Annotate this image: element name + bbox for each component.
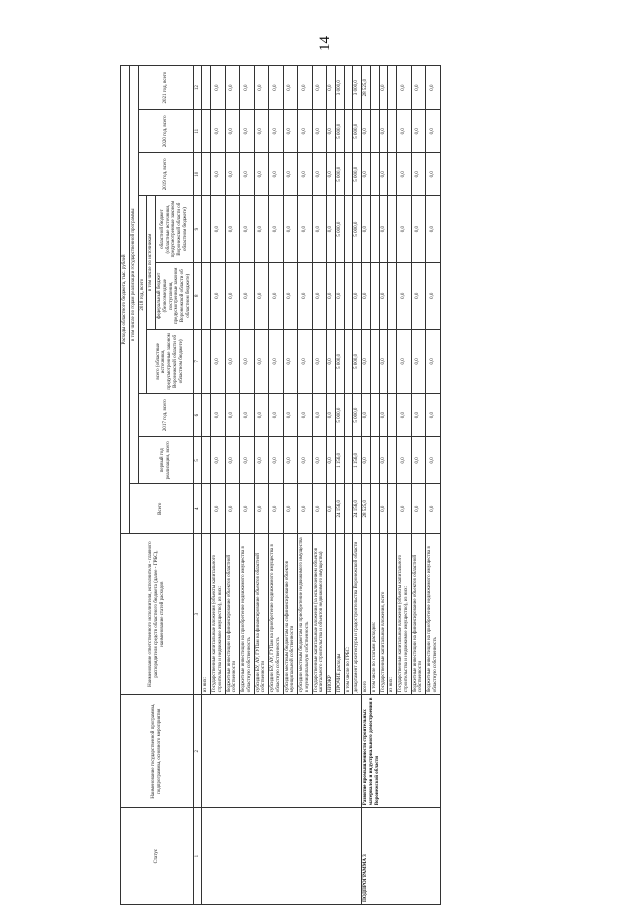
cell-value: 0,0 (411, 66, 426, 110)
col-index: 3 (193, 533, 202, 694)
cell-value (370, 394, 379, 437)
cell-value: 0,0 (240, 437, 255, 484)
cell-value (344, 66, 353, 110)
program-cell-empty (202, 695, 362, 808)
cell-value: 0,0 (426, 394, 441, 437)
cell-value: 0,0 (298, 196, 313, 263)
cell-value: 0,0 (312, 394, 327, 437)
cell-value: 0,0 (225, 484, 240, 533)
cell-value: 24 156,0 (335, 484, 344, 533)
cell-value: 0,0 (240, 329, 255, 394)
col-index: 2 (193, 695, 202, 808)
cell-value: 0,0 (254, 110, 269, 153)
row-label: бюджетные инвестиции на приобретение недвижимого имущества в областную собственность (240, 533, 255, 694)
cell-value: 0,0 (283, 196, 298, 263)
cell-value: 0,0 (327, 394, 336, 437)
cell-value: 0,0 (426, 196, 441, 263)
cell-value: 0,0 (211, 394, 226, 437)
cell-value: 24 156,0 (353, 484, 362, 533)
cell-value: 0,0 (283, 484, 298, 533)
cell-value: 0,0 (362, 196, 371, 263)
cell-value: 3 000,0 (335, 66, 344, 110)
cell-value: 0,0 (411, 262, 426, 329)
cell-value: 0,0 (327, 110, 336, 153)
header-2021: 2021 год, всего (138, 66, 193, 110)
cell-value: 0,0 (269, 153, 284, 196)
cell-value: 5 000,0 (335, 196, 344, 263)
cell-value: 0,0 (312, 196, 327, 263)
cell-value: 0,0 (211, 66, 226, 110)
cell-value: 0,0 (298, 329, 313, 394)
cell-value: 5 000,0 (353, 394, 362, 437)
cell-value (202, 262, 211, 329)
cell-value: 0,0 (225, 329, 240, 394)
row-label: Государственные капитальные вложения (объекты капитального строительства и недвижимое имущество), из них: (397, 533, 412, 694)
row-label: бюджетные инвестиции на финансирование объектов областной собственности (411, 533, 426, 694)
cell-value (344, 196, 353, 263)
cell-value: 0,0 (353, 262, 362, 329)
cell-value: 0,0 (269, 110, 284, 153)
cell-value: 0,0 (397, 66, 412, 110)
table-body (202, 66, 440, 905)
header-col7: всего (областные источники, предусмотренные законом Воронежской области об областном бюджете) (147, 329, 193, 394)
cell-value: 0,0 (397, 484, 412, 533)
cell-value: 0,0 (254, 394, 269, 437)
col-index: 9 (193, 196, 202, 263)
cell-value: 5 000,0 (353, 110, 362, 153)
cell-value: 0,0 (283, 329, 298, 394)
header-in-sources: в том числе по источникам (147, 196, 156, 329)
col-index: 7 (193, 329, 202, 394)
cell-value: 0,0 (211, 196, 226, 263)
cell-value: 0,0 (298, 153, 313, 196)
col-index: 12 (193, 66, 202, 110)
cell-value: 0,0 (327, 153, 336, 196)
cell-value: 0,0 (269, 262, 284, 329)
cell-value: 0,0 (240, 262, 255, 329)
cell-value: 0,0 (411, 110, 426, 153)
cell-value: 0,0 (283, 262, 298, 329)
cell-value (388, 394, 397, 437)
cell-value (388, 437, 397, 484)
cell-value: 5 000,0 (335, 329, 344, 394)
cell-value: 0,0 (254, 196, 269, 263)
cell-value (370, 153, 379, 196)
cell-value: 0,0 (269, 66, 284, 110)
header-status: Статус (121, 808, 194, 905)
cell-value: 0,0 (397, 262, 412, 329)
cell-value: 0,0 (426, 329, 441, 394)
cell-value: 0,0 (327, 196, 336, 263)
cell-value: 0,0 (240, 394, 255, 437)
cell-value (370, 110, 379, 153)
row-label: из них: (388, 533, 397, 694)
table-row (202, 66, 211, 905)
cell-value: 0,0 (397, 196, 412, 263)
cell-value: 0,0 (240, 484, 255, 533)
cell-value (388, 329, 397, 394)
cell-value: 5 000,0 (335, 110, 344, 153)
cell-value: 0,0 (254, 437, 269, 484)
row-label: из них: (202, 533, 211, 694)
cell-value: 0,0 (283, 153, 298, 196)
row-label: ПРОЧИЕ расходы (335, 533, 344, 694)
cell-value: 0,0 (298, 262, 313, 329)
cell-value (202, 196, 211, 263)
col-index: 4 (193, 484, 202, 533)
cell-value: 0,0 (327, 484, 336, 533)
cell-value: 0,0 (298, 110, 313, 153)
cell-value: 0,0 (426, 262, 441, 329)
col-index: 8 (193, 262, 202, 329)
cell-value (344, 329, 353, 394)
cell-value: 0,0 (225, 66, 240, 110)
header-2019: 2019 год, всего (138, 153, 193, 196)
cell-value: 0,0 (362, 394, 371, 437)
col-index: 10 (193, 153, 202, 196)
cell-value: 0,0 (426, 110, 441, 153)
cell-value (202, 153, 211, 196)
cell-value: 0,0 (312, 110, 327, 153)
cell-value (202, 66, 211, 110)
cell-value: 0,0 (298, 394, 313, 437)
cell-value: 0,0 (269, 196, 284, 263)
row-label: в том числе по ГРБС: (344, 533, 353, 694)
cell-value: 0,0 (225, 437, 240, 484)
page-number: 14 (317, 36, 333, 51)
cell-value: 3 000,0 (353, 66, 362, 110)
header-2017: 2017 год, всего (138, 394, 193, 437)
cell-value: 0,0 (426, 66, 441, 110)
cell-value: 5 000,0 (335, 394, 344, 437)
row-label: Государственные капитальные вложения (за исключением объектов капитального строительства и объектов недвижимого имущества) (312, 533, 327, 694)
cell-value: 0,0 (312, 484, 327, 533)
column-index-row (193, 66, 202, 905)
cell-value: 0,0 (379, 110, 388, 153)
cell-value: 0,0 (254, 153, 269, 196)
cell-value: 0,0 (240, 110, 255, 153)
row-label: субсидии БУ, АУ, ГУПам на финансирование объектов областной собственности (254, 533, 269, 694)
cell-value (370, 484, 379, 533)
row-label: субсидии БУ, АУ, ГУПам на приобретение недвижимого имущества в областную собственность (269, 533, 284, 694)
table-row (362, 66, 371, 905)
header-program-name: Наименование государственной программы, подпрограммы, основного мероприятия (121, 695, 194, 808)
row-label: Государственные капитальные вложения, всего (379, 533, 388, 694)
header-first-year: первый год реализации, всего (138, 437, 193, 484)
cell-value: 5 000,0 (353, 153, 362, 196)
cell-value (202, 437, 211, 484)
cell-value (202, 484, 211, 533)
cell-value: 0,0 (362, 437, 371, 484)
cell-value: 0,0 (362, 262, 371, 329)
cell-value: 0,0 (211, 329, 226, 394)
cell-value: 0,0 (225, 110, 240, 153)
cell-value: 28 525,0 (362, 484, 371, 533)
cell-value (344, 484, 353, 533)
cell-value: 0,0 (269, 394, 284, 437)
cell-value (344, 153, 353, 196)
cell-value (370, 66, 379, 110)
cell-value: 0,0 (240, 196, 255, 263)
cell-value: 0,0 (312, 66, 327, 110)
header-col8: федеральный бюджет (безвозмездные поступления, предусмотренные законом Воронежской области об областном бюджете) (156, 262, 194, 329)
cell-value (388, 196, 397, 263)
cell-value: 0,0 (362, 110, 371, 153)
cell-value: 0,0 (254, 484, 269, 533)
cell-value: 0,0 (283, 437, 298, 484)
cell-value: 0,0 (312, 262, 327, 329)
cell-value: 0,0 (298, 437, 313, 484)
cell-value: 0,0 (411, 394, 426, 437)
col-index: 11 (193, 110, 202, 153)
cell-value: 0,0 (211, 262, 226, 329)
cell-value: 0,0 (327, 262, 336, 329)
cell-value: 0,0 (269, 484, 284, 533)
cell-value: 5 000,0 (335, 153, 344, 196)
cell-value: 0,0 (397, 110, 412, 153)
cell-value: 0,0 (254, 66, 269, 110)
cell-value: 0,0 (397, 329, 412, 394)
cell-value: 0,0 (426, 437, 441, 484)
row-label: бюджетные инвестиции на финансирование объектов областной собственности (225, 533, 240, 694)
cell-value: 0,0 (269, 437, 284, 484)
cell-value (388, 110, 397, 153)
cell-value: 0,0 (327, 66, 336, 110)
cell-value: 0,0 (225, 153, 240, 196)
cell-value: 1 156,0 (353, 437, 362, 484)
cell-value: 0,0 (211, 110, 226, 153)
cell-value: 0,0 (254, 329, 269, 394)
cell-value (370, 196, 379, 263)
header-in-years: в том числе по годам реализации государственной программы (129, 66, 138, 484)
cell-value: 0,0 (411, 329, 426, 394)
cell-value: 0,0 (426, 153, 441, 196)
cell-value: 0,0 (397, 437, 412, 484)
row-label: департамент архитектуры и градостроительства Воронежской области (353, 533, 362, 694)
cell-value: 0,0 (379, 394, 388, 437)
cell-value: 5 000,0 (353, 329, 362, 394)
cell-value: 0,0 (397, 153, 412, 196)
cell-value: 0,0 (335, 262, 344, 329)
cell-value: 0,0 (379, 437, 388, 484)
col-index: 1 (193, 808, 202, 905)
cell-value: 0,0 (298, 484, 313, 533)
budget-table (120, 65, 441, 905)
cell-value: 0,0 (312, 437, 327, 484)
status-cell-empty (202, 808, 362, 905)
cell-value: 0,0 (327, 437, 336, 484)
row-label: в том числе по статьям расходов: (370, 533, 379, 694)
cell-value (344, 437, 353, 484)
cell-value: 0,0 (362, 329, 371, 394)
cell-value (370, 262, 379, 329)
cell-value: 0,0 (379, 262, 388, 329)
cell-value: 0,0 (298, 66, 313, 110)
cell-value: 0,0 (411, 153, 426, 196)
header-col9: областной бюджет (областные источники, предусмотренные законом Воронежской области об областном бюджете) (156, 196, 194, 263)
cell-value (388, 66, 397, 110)
cell-value: 0,0 (379, 153, 388, 196)
row-label: бюджетные инвестиции на приобретение недвижимого имущества в областную собственность (426, 533, 441, 694)
cell-value (344, 110, 353, 153)
cell-value: 0,0 (225, 196, 240, 263)
cell-value (388, 484, 397, 533)
cell-value: 5 000,0 (353, 196, 362, 263)
subprogram-name: Развитие промышленности строительных материалов и индустриального домостроения в Воронежской области (362, 695, 441, 808)
cell-value: 0,0 (379, 66, 388, 110)
cell-value (344, 262, 353, 329)
cell-value: 0,0 (283, 394, 298, 437)
col-index: 6 (193, 394, 202, 437)
col-index: 5 (193, 437, 202, 484)
cell-value: 0,0 (211, 484, 226, 533)
cell-value: 0,0 (426, 484, 441, 533)
cell-value: 0,0 (411, 437, 426, 484)
cell-value (202, 110, 211, 153)
cell-value (370, 329, 379, 394)
header-expenses: Расходы областного бюджета, тыс. рублей (121, 66, 130, 534)
cell-value: 0,0 (312, 153, 327, 196)
row-label: НИОКР (327, 533, 336, 694)
row-label: всего (362, 533, 371, 694)
cell-value (202, 394, 211, 437)
cell-value (202, 329, 211, 394)
cell-value: 0,0 (312, 329, 327, 394)
cell-value: 0,0 (211, 437, 226, 484)
cell-value (370, 437, 379, 484)
cell-value: 0,0 (411, 196, 426, 263)
row-label: Государственные капитальные вложения (объекты капитального строительства и недвижимое имущество), из них: (211, 533, 226, 694)
cell-value: 0,0 (254, 262, 269, 329)
header-total: Всего (129, 484, 193, 533)
row-label: субсидии местным бюджетам на приобретение недвижимого имущества в муниципальную собственность (298, 533, 313, 694)
cell-value: 0,0 (283, 110, 298, 153)
cell-value: 0,0 (379, 484, 388, 533)
cell-value: 0,0 (240, 153, 255, 196)
header-executor: Наименование ответственного исполнителя, исполнителя - главного распорядителя средств областного бюджета (далее - ГРБС), наименование статей расходов (121, 533, 194, 694)
cell-value: 1 156,0 (335, 437, 344, 484)
cell-value: 0,0 (379, 329, 388, 394)
header-2018: 2018 год, всего (138, 196, 147, 394)
cell-value: 0,0 (379, 196, 388, 263)
budget-table-rotated (120, 65, 620, 905)
subprogram-status: ПОДПРОГРАММА 3 (362, 808, 441, 905)
cell-value: 0,0 (225, 394, 240, 437)
cell-value: 0,0 (225, 262, 240, 329)
cell-value: 28 525,0 (362, 66, 371, 110)
cell-value (388, 262, 397, 329)
cell-value: 0,0 (283, 66, 298, 110)
cell-value: 0,0 (362, 153, 371, 196)
row-label: субсидии местным бюджетам на софинансирование объектов муниципальной собственности (283, 533, 298, 694)
cell-value: 0,0 (211, 153, 226, 196)
cell-value (388, 153, 397, 196)
cell-value (344, 394, 353, 437)
cell-value: 0,0 (397, 394, 412, 437)
header-2020: 2020 год, всего (138, 110, 193, 153)
cell-value: 0,0 (327, 329, 336, 394)
cell-value: 0,0 (411, 484, 426, 533)
cell-value: 0,0 (240, 66, 255, 110)
cell-value: 0,0 (269, 329, 284, 394)
